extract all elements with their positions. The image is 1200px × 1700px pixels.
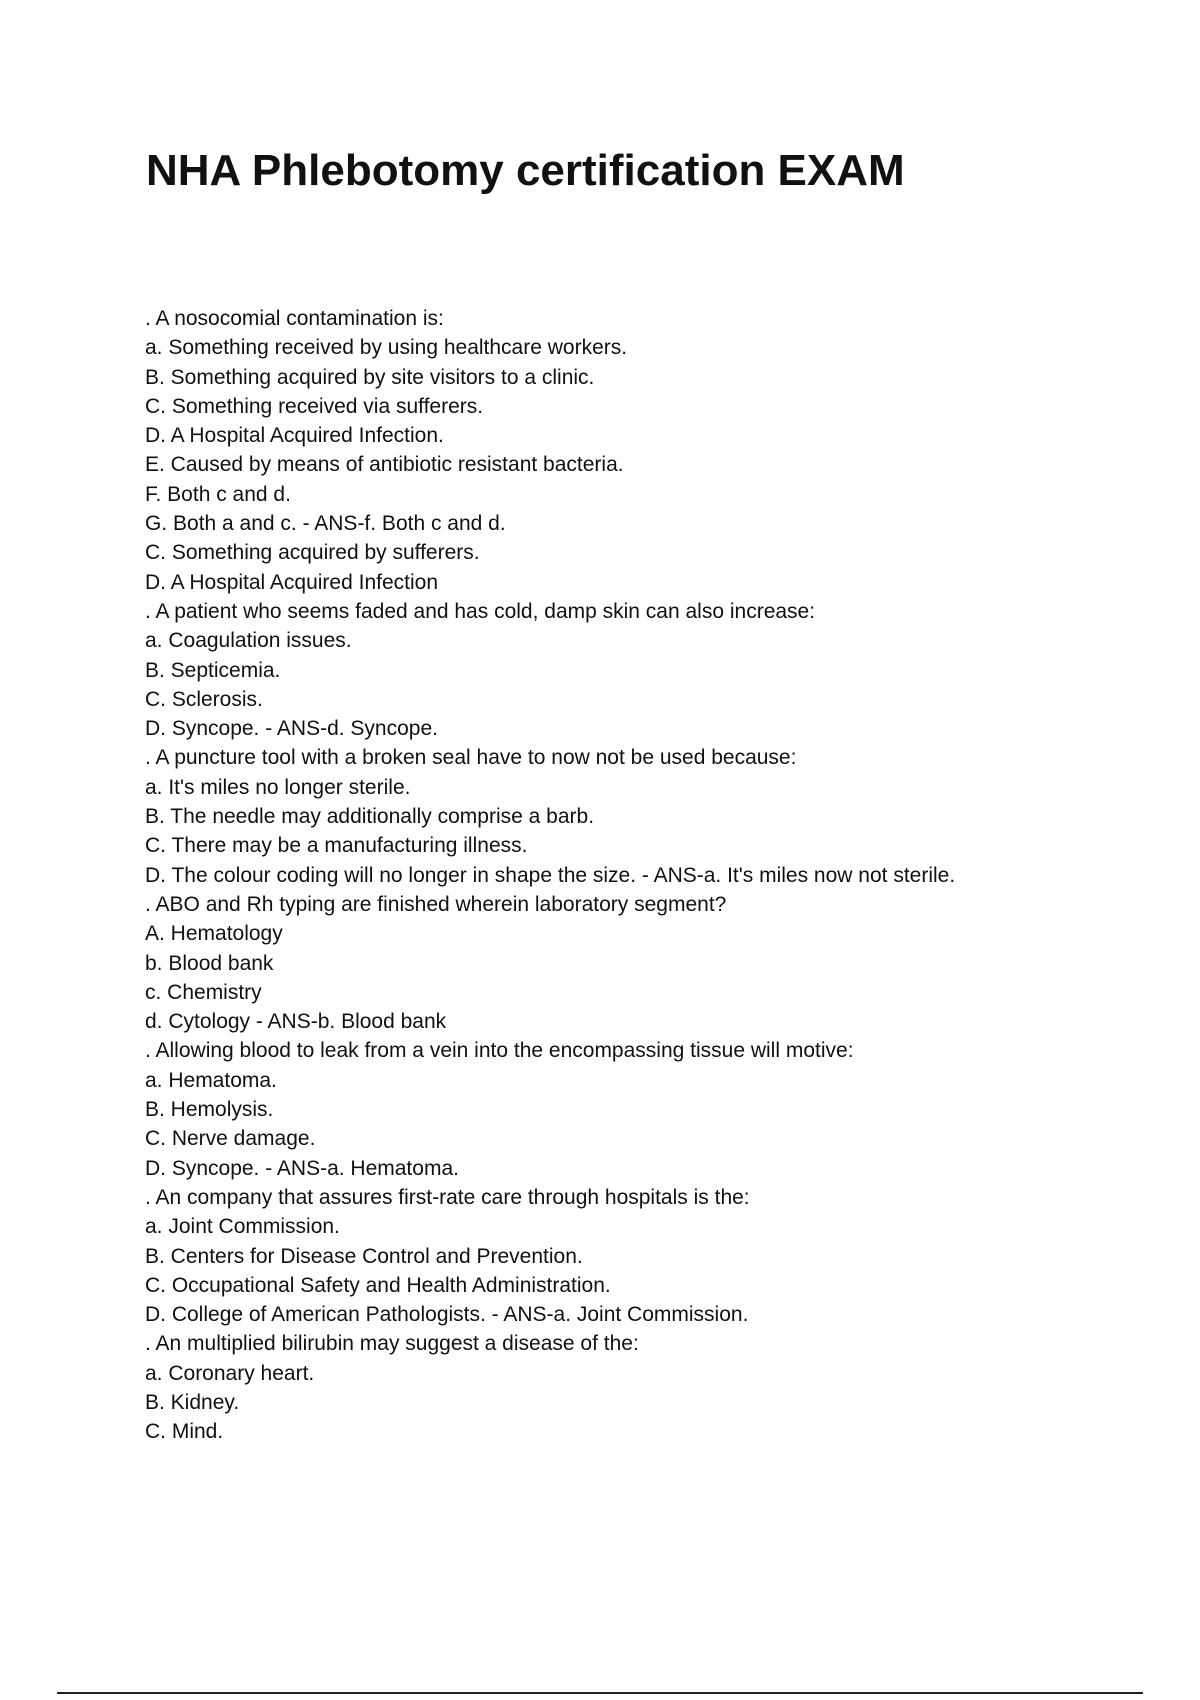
question-line: . A patient who seems faded and has cold, damp skin can also increase: <box>145 599 816 623</box>
answer-option-line: B. Kidney. <box>145 1390 240 1414</box>
answer-option-line: F. Both c and d. <box>145 482 291 506</box>
answer-option-line: C. Sclerosis. <box>145 687 263 711</box>
answer-option-line: C. Something acquired by sufferers. <box>145 541 480 565</box>
answer-option-line: B. Septicemia. <box>145 658 281 682</box>
question-line: . ABO and Rh typing are finished wherein laboratory segment? <box>145 892 727 916</box>
answer-option-line: C. Occupational Safety and Health Administration. <box>145 1273 611 1297</box>
answer-option-line: a. Coronary heart. <box>145 1361 315 1385</box>
answer-option-line: D. A Hospital Acquired Infection. <box>145 424 444 448</box>
answer-option-line: a. Something received by using healthcare workers. <box>145 336 628 360</box>
answer-option-line: b. Blood bank <box>145 951 274 975</box>
answer-option-line: C. There may be a manufacturing illness. <box>145 834 528 858</box>
answer-option-line: E. Caused by means of antibiotic resistant bacteria. <box>145 453 624 477</box>
question-line: . Allowing blood to leak from a vein into the encompassing tissue will motive: <box>145 1039 854 1063</box>
question-line: . A puncture tool with a broken seal have to now not be used because: <box>145 746 797 770</box>
answer-key-line: D. Syncope. - ANS-a. Hematoma. <box>145 1156 459 1180</box>
answer-key-line: D. College of American Pathologists. - ANS-a. Joint Commission. <box>145 1303 749 1327</box>
question-line: . An company that assures first-rate care through hospitals is the: <box>145 1185 750 1209</box>
answer-option-line: B. Hemolysis. <box>145 1098 274 1122</box>
question-line: . An multiplied bilirubin may suggest a disease of the: <box>145 1332 639 1356</box>
document-title: NHA Phlebotomy certification EXAM <box>146 146 905 195</box>
question-line: . A nosocomial contamination is: <box>145 307 444 330</box>
answer-option-line: c. Chemistry <box>145 980 262 1004</box>
footer-divider <box>57 1692 1143 1694</box>
answer-option-line: a. Joint Commission. <box>145 1215 340 1239</box>
answer-key-line: G. Both a and c. - ANS-f. Both c and d. <box>145 512 506 536</box>
answer-option-line: a. Coagulation issues. <box>145 629 352 653</box>
answer-option-line: D. A Hospital Acquired Infection <box>145 570 439 594</box>
answer-key-line: d. Cytology - ANS-b. Blood bank <box>145 1010 447 1034</box>
answer-option-line: A. Hematology <box>145 922 283 946</box>
answer-option-line: B. Centers for Disease Control and Prevention. <box>145 1244 583 1268</box>
answer-key-line: D. The colour coding will no longer in shape the size. - ANS-a. It's miles now not sterile. <box>145 863 956 887</box>
answer-option-line: B. The needle may additionally comprise a barb. <box>145 805 595 829</box>
exam-content <box>145 304 1125 1447</box>
answer-option-line: B. Something acquired by site visitors to a clinic. <box>145 365 595 389</box>
answer-option-line: C. Something received via sufferers. <box>145 394 484 418</box>
answer-key-line: D. Syncope. - ANS-d. Syncope. <box>145 717 438 741</box>
answer-option-line: a. It's miles no longer sterile. <box>145 775 411 799</box>
answer-option-line: C. Mind. <box>145 1420 224 1444</box>
answer-option-line: C. Nerve damage. <box>145 1127 316 1151</box>
answer-option-line: a. Hematoma. <box>145 1068 277 1092</box>
